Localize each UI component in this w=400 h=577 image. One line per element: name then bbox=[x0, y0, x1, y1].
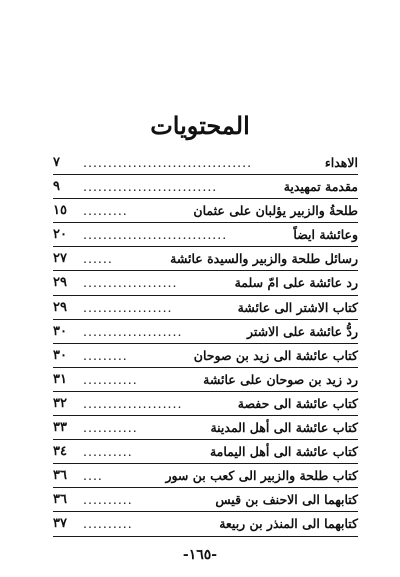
toc-entry bbox=[53, 464, 358, 488]
toc-entry-page: ٣٧ bbox=[53, 516, 67, 532]
toc-entry-page: ٢٩ bbox=[53, 275, 67, 291]
toc-entry-page: ٢٩ bbox=[53, 299, 67, 315]
toc-entry bbox=[53, 199, 358, 223]
toc-entry-page: ٢٧ bbox=[53, 251, 67, 267]
toc-entry bbox=[53, 368, 358, 392]
toc-entry-title: كتاب عائشة الى حفصة bbox=[237, 395, 358, 411]
toc-entry-title: رد زيد بن صوحان على عائشة bbox=[203, 371, 358, 387]
toc-leader-dots: ........... bbox=[83, 371, 138, 387]
toc-entry bbox=[53, 223, 358, 247]
toc-entry-page: ٧ bbox=[53, 155, 60, 170]
toc-entry bbox=[53, 416, 358, 440]
toc-entry bbox=[53, 320, 358, 344]
toc-entry-page: ٣٦ bbox=[53, 468, 67, 484]
toc-leader-dots: .................................. bbox=[83, 155, 253, 170]
toc-entry-page: ٢٠ bbox=[53, 227, 67, 243]
toc-entry-page: ٣٠ bbox=[53, 323, 67, 339]
toc-entry bbox=[53, 247, 358, 271]
toc-entry-title: ردُّ عائشة على الاشتر bbox=[246, 323, 358, 339]
toc-entry bbox=[53, 488, 358, 512]
toc-entry-title: وعائشة ايضاً bbox=[293, 227, 358, 243]
toc-entry-title: كتاب الاشتر الى عائشة bbox=[237, 299, 358, 315]
toc-entry bbox=[53, 296, 358, 320]
toc-entry-title: الاهداء bbox=[324, 155, 358, 170]
toc-leader-dots: ......... bbox=[83, 347, 128, 363]
toc-entry bbox=[53, 512, 358, 536]
toc-leader-dots: ................... bbox=[83, 275, 178, 291]
page-number: -١٦٥- bbox=[182, 547, 218, 563]
toc-entry-title: كتاب طلحة والزبير الى كعب بن سور bbox=[165, 468, 358, 484]
toc-entry-page: ١٥ bbox=[53, 203, 67, 219]
toc-entry bbox=[53, 392, 358, 416]
toc-entry-title: كتاب عائشة الى أهل اليمامة bbox=[209, 444, 358, 460]
toc-entry bbox=[53, 175, 358, 199]
toc-entry-page: ٩ bbox=[53, 179, 60, 195]
toc-entry-title: مقدمة تمهيدية bbox=[283, 179, 358, 195]
toc-leader-dots: ...... bbox=[83, 251, 113, 267]
toc-entry bbox=[53, 151, 358, 175]
toc-entry-title: رسائل طلحة والزبير والسيدة عائشة bbox=[170, 251, 358, 267]
toc-entry-title: كتاب عائشة الى أهل المدينة bbox=[210, 420, 358, 436]
toc-leader-dots: .................... bbox=[83, 395, 183, 411]
page-title: المحتويات bbox=[150, 111, 250, 140]
toc-entry-title: كتابهما الى المنذر بن ربيعة bbox=[219, 516, 358, 532]
toc-entry-page: ٣٢ bbox=[53, 395, 67, 411]
toc-entry bbox=[53, 271, 358, 295]
toc-entry-title: كتابهما الى الاحنف بن قيس bbox=[215, 492, 358, 508]
toc-entry-page: ٣٦ bbox=[53, 492, 67, 508]
toc-leader-dots: .................. bbox=[83, 299, 173, 315]
toc-entry bbox=[53, 344, 358, 368]
toc-leader-dots: .... bbox=[83, 468, 103, 484]
toc-leader-dots: .......... bbox=[83, 492, 133, 508]
toc-entry-title: طلحةُ والزبير يؤلبان على عثمان bbox=[193, 203, 358, 219]
toc-leader-dots: .......... bbox=[83, 444, 133, 460]
toc-entry-title: كتاب عائشة الى زيد بن صوحان bbox=[193, 347, 358, 363]
toc-entry-title: رد عائشة على امّ سلمة bbox=[234, 275, 358, 291]
toc-leader-dots: ........... bbox=[83, 420, 138, 436]
toc-leader-dots: ............................. bbox=[83, 227, 228, 243]
toc-entry-page: ٣٠ bbox=[53, 347, 67, 363]
toc-entry bbox=[53, 440, 358, 464]
toc-leader-dots: .................... bbox=[83, 323, 183, 339]
table-of-contents bbox=[53, 151, 358, 537]
toc-entry-page: ٣١ bbox=[53, 371, 67, 387]
toc-leader-dots: .......... bbox=[83, 516, 133, 532]
toc-leader-dots: ........................... bbox=[83, 179, 218, 195]
toc-entry-page: ٣٣ bbox=[53, 420, 67, 436]
toc-leader-dots: ......... bbox=[83, 203, 128, 219]
toc-entry-page: ٣٤ bbox=[53, 444, 67, 460]
